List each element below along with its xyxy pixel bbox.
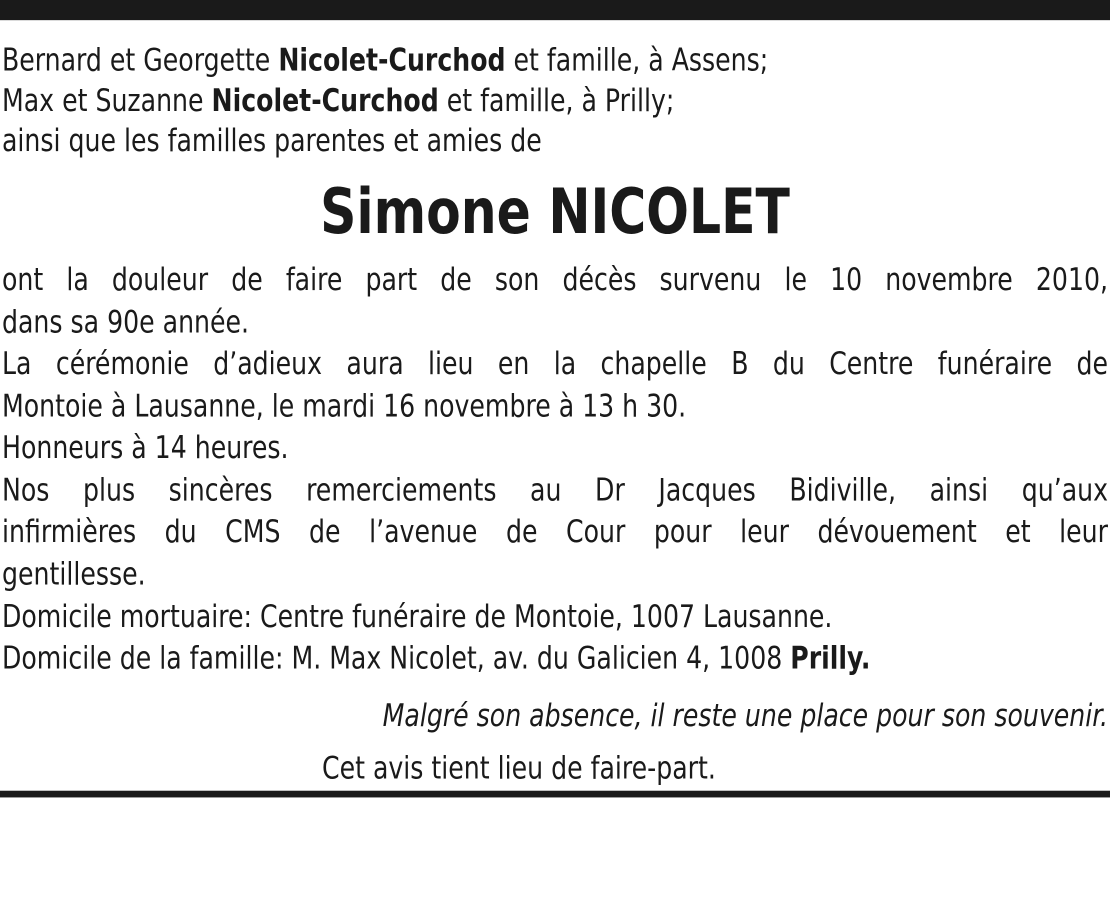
family-name-bold-2: Nicolet-Curchod <box>211 81 439 119</box>
family-name-bold-1: Nicolet-Curchod <box>278 41 506 79</box>
body-p4-line2: infirmières du CMS de l’avenue de Cour pour leur dévouement et leur <box>2 512 1108 550</box>
body-p4-line3: gentillesse. <box>2 555 146 593</box>
family-line-1-suffix: et famille, à Assens; <box>505 41 769 79</box>
body-p6-text: Domicile de la famille: M. Max Nicolet, av. du Galicien 4, 1008 <box>2 639 791 677</box>
body-p1-line2: dans sa 90e année. <box>2 303 250 341</box>
body-p2-line1: La cérémonie d’adieux aura lieu en la chapelle B du Centre funéraire de <box>2 344 1108 382</box>
body-p6 <box>2 639 871 677</box>
body-p4-line1: Nos plus sincères remerciements au Dr Jacques Bidiville, ainsi qu’aux <box>2 471 1108 509</box>
body-p3: Honneurs à 14 heures. <box>2 428 289 466</box>
family-line-3: ainsi que les familles parentes et amies de <box>2 122 542 160</box>
body-p1-line1: ont la douleur de faire part de son décès survenu le 10 novembre 2010, <box>2 260 1108 298</box>
body-p5: Domicile mortuaire: Centre funéraire de Montoie, 1007 Lausanne. <box>2 598 833 636</box>
family-line-2-prefix: Max et Suzanne <box>2 81 212 119</box>
notice-line: Cet avis tient lieu de faire-part. <box>322 749 716 787</box>
family-line-2 <box>2 81 675 119</box>
deceased-name: Simone NICOLET <box>320 175 790 249</box>
bottom-rule <box>0 791 1110 798</box>
family-line-1-prefix: Bernard et Georgette <box>2 41 279 79</box>
memorial-quote: Malgré son absence, il reste une place pour son souvenir. <box>382 696 1108 734</box>
family-line-1 <box>2 41 769 79</box>
body-p6-bold-town: Prilly. <box>790 639 871 677</box>
body-p2-line2: Montoie à Lausanne, le mardi 16 novembre à 13 h 30. <box>2 387 687 425</box>
family-line-2-suffix: et famille, à Prilly; <box>438 81 675 119</box>
top-rule <box>0 0 1110 20</box>
